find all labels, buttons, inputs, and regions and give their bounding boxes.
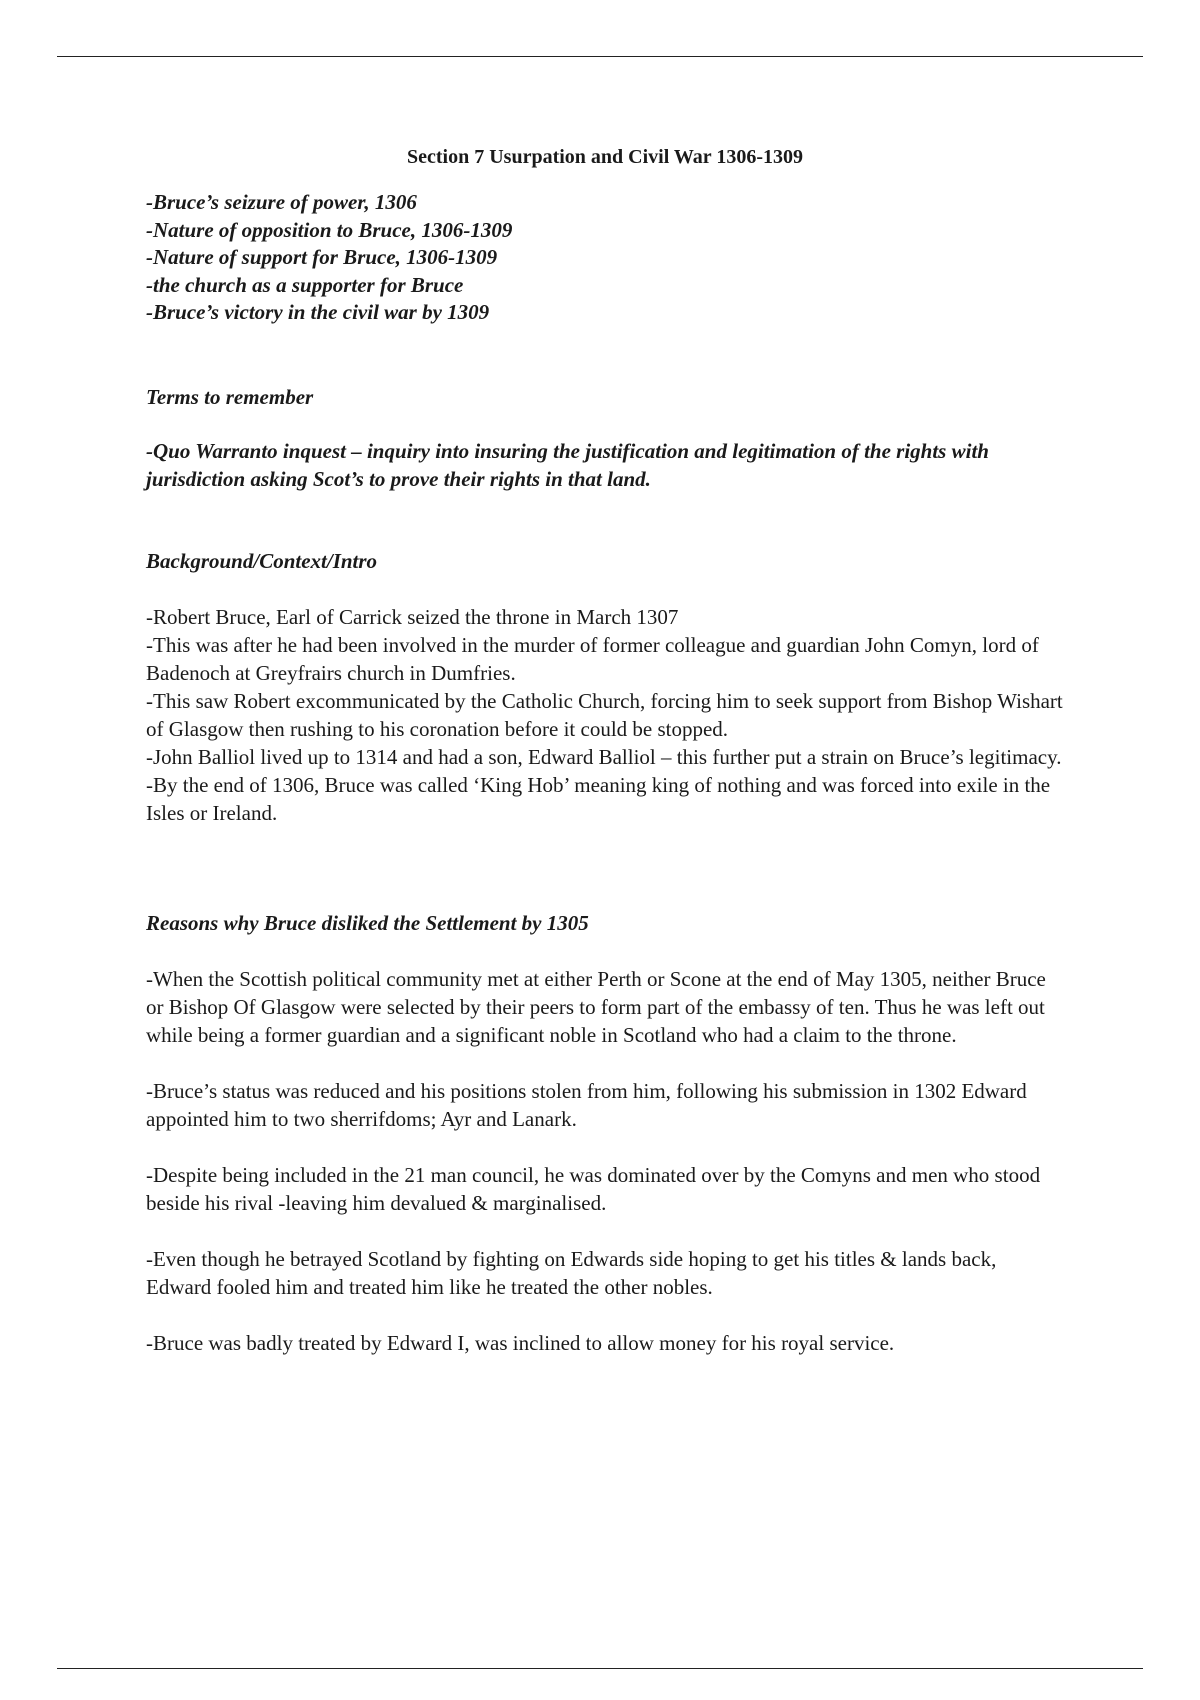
topic-item: -Nature of opposition to Bruce, 1306-1309 bbox=[146, 217, 513, 242]
background-item: -By the end of 1306, Bruce was called ‘King Hob’ meaning king of nothing and was forced into exile in the Isles or Ireland. bbox=[146, 772, 1051, 825]
topic-item: -Nature of support for Bruce, 1306-1309 bbox=[146, 245, 498, 269]
topic-list bbox=[146, 189, 1066, 327]
background-heading: Background/Context/Intro bbox=[146, 548, 378, 573]
reasons-heading: Reasons why Bruce disliked the Settlement by 1305 bbox=[146, 910, 589, 935]
topic-item: -the church as a supporter for Bruce bbox=[146, 272, 464, 297]
reason-paragraph: -Bruce was badly treated by Edward I, was inclined to allow money for his royal service. bbox=[146, 1330, 895, 1355]
reason-paragraph: -Bruce’s status was reduced and his positions stolen from him, following his submission in 1302 Edward appointed him to two sherrifdoms; Ayr and Lanark. bbox=[146, 1078, 1027, 1131]
background-item: -This saw Robert excommunicated by the Catholic Church, forcing him to seek support from Bishop Wishart of Glasgow then rushing to his coronation before it could be stopped. bbox=[146, 688, 1063, 741]
reason-paragraph: -Even though he betrayed Scotland by fighting on Edwards side hoping to get his titles & lands back, Edward fooled him and treated him like he treated the other nobles. bbox=[146, 1246, 997, 1299]
bottom-rule bbox=[57, 1668, 1143, 1669]
term-item: -Quo Warranto inquest – inquiry into insuring the justification and legitimation of the rights with jurisdiction asking Scot’s to prove their rights in that land. bbox=[146, 438, 989, 491]
reason-paragraph: -Despite being included in the 21 man council, he was dominated over by the Comyns and men who stood beside his rival -leaving him devalued & marginalised. bbox=[146, 1162, 1041, 1215]
background-item: -This was after he had been involved in the murder of former colleague and guardian John Comyn, lord of Badenoch at Greyfrairs church in Dumfries. bbox=[146, 632, 1039, 685]
topic-item: -Bruce’s seizure of power, 1306 bbox=[146, 190, 417, 214]
reason-paragraph: -When the Scottish political community met at either Perth or Scone at the end of May 1305, neither Bruce or Bishop Of Glasgow were selected by their peers to form part of the embassy of ten. Thus he was left out while being a former guardian and a significant noble in Scotland who had a claim to the throne. bbox=[146, 966, 1046, 1047]
topic-item: -Bruce’s victory in the civil war by 1309 bbox=[146, 300, 490, 324]
top-rule bbox=[57, 56, 1143, 57]
terms-heading: Terms to remember bbox=[146, 384, 314, 409]
background-item: -Robert Bruce, Earl of Carrick seized the throne in March 1307 bbox=[146, 604, 679, 629]
page-title: Section 7 Usurpation and Civil War 1306-1309 bbox=[407, 146, 803, 168]
document-body bbox=[146, 143, 1066, 1357]
background-item: -John Balliol lived up to 1314 and had a son, Edward Balliol – this further put a strain on Bruce’s legitimacy. bbox=[146, 744, 1062, 769]
background-list bbox=[146, 603, 1066, 827]
